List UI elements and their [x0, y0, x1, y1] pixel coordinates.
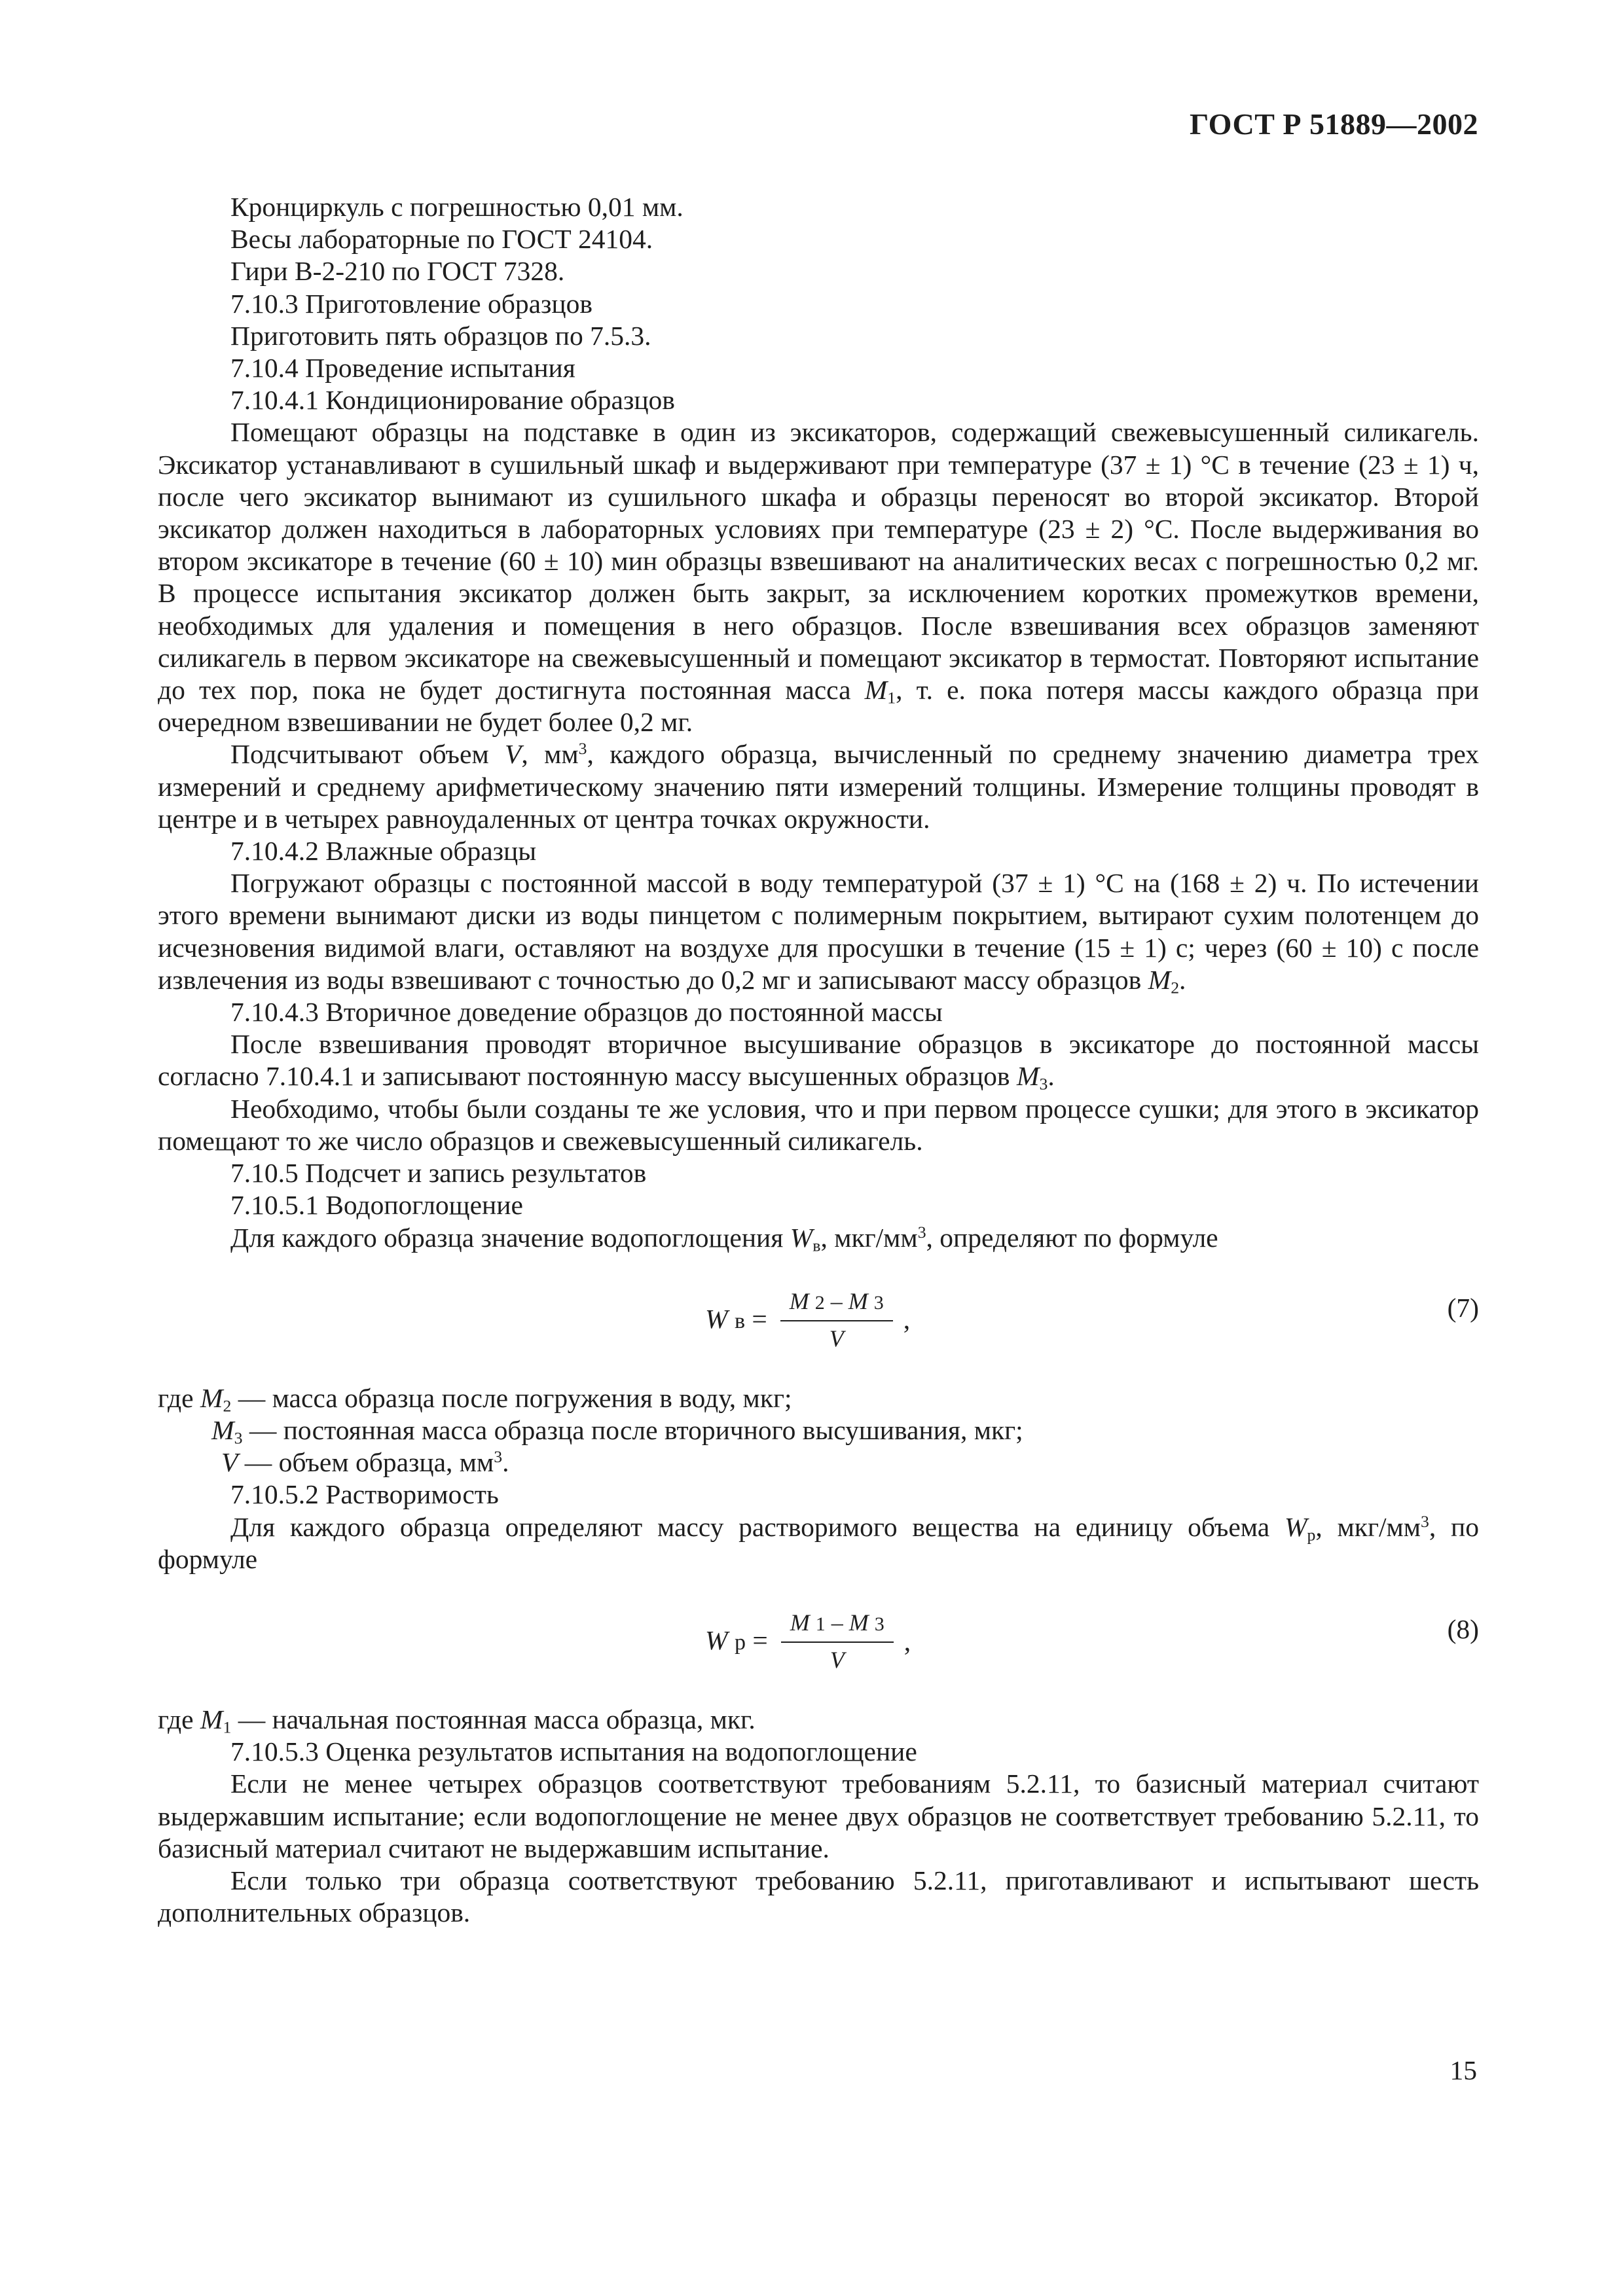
equation-number: (8) — [1447, 1613, 1479, 1644]
formula-8-expression: W р = $\frac{M 1 - M 3}{V}$ , — [705, 1607, 911, 1676]
paragraph-additional-samples: Если только три образца соответствуют требованию 5.2.11, приготавливают и испытывают шесть дополнительных образцов. — [158, 1865, 1479, 1928]
paragraph-evaluation: Если не менее четырех образцов соответствуют требованиям 5.2.11, то базисный материал считают выдержавшим испытание; если водопоглощение не менее двух образцов не соответствует требованию 5.2.11, то базисный материал считают не выдержавшим испытание. — [158, 1768, 1479, 1863]
section-heading: 7.10.3 Приготовление образцов — [230, 288, 593, 319]
text-line: Кронциркуль с погрешностью 0,01 мм. — [230, 192, 684, 222]
numerator: M 2 – M 3 — [780, 1285, 893, 1321]
page-number: 15 — [1450, 2055, 1477, 2085]
section-heading: 7.10.4.1 Кондиционирование образцов — [230, 385, 675, 416]
fraction — [781, 1607, 894, 1676]
where-line: где $M_2$ — масса образца после погружения в воду, мкг; — [158, 1382, 792, 1416]
paragraph-conditions: Необходимо, чтобы были созданы те же условия, что и при первом процессе сушки; для этого в эксикатор помещают то же число образцов и свежевысушенный силикагель. — [158, 1093, 1479, 1156]
denominator: V — [830, 1647, 845, 1674]
formula-7-expression: W в = $\frac{M 2 - M 3}{V}$ , — [705, 1285, 910, 1355]
where-line: где $M_1$ — начальная постоянная масса образца, мкг. — [158, 1704, 756, 1737]
equation-number: (7) — [1447, 1292, 1479, 1323]
section-heading: 7.10.5.3 Оценка результатов испытания на водопоглощение — [230, 1736, 917, 1767]
section-heading: 7.10.5 Подсчет и запись результатов — [230, 1158, 647, 1189]
paragraph-water-absorption: Для каждого образца значение водопоглощения $W_в$, мкг/$мм^3$, определяют по формуле — [230, 1222, 1218, 1255]
section-heading: 7.10.5.1 Водопоглощение — [230, 1190, 523, 1221]
section-heading: 7.10.4.2 Влажные образцы — [230, 836, 537, 867]
formula-7 — [158, 1254, 1479, 1382]
fraction — [780, 1285, 893, 1355]
document-header: ГОСТ Р 51889—2002 — [1190, 107, 1478, 141]
text-line: Приготовить пять образцов по 7.5.3. — [230, 320, 651, 351]
formula-8 — [158, 1575, 1479, 1704]
section-heading: 7.10.4.3 Вторичное доведение образцов до постоянной массы — [230, 997, 943, 1028]
denominator: V — [829, 1325, 844, 1352]
paragraph-solubility: Для каждого образца определяют массу растворимого вещества на единицу объема $W_р$, мкг/$мм^3$, по формуле — [158, 1511, 1479, 1574]
where-line: $M_3$ — постоянная масса образца после вторичного высушивания, мкг; — [211, 1414, 1023, 1448]
numerator: M 1 – M 3 — [781, 1607, 894, 1643]
text-line: Гири В-2-210 по ГОСТ 7328. — [230, 256, 565, 287]
paragraph-secondary-drying: После взвешивания проводят вторичное высушивание образцов в эксикаторе до постоянной массы согласно 7.10.4.1 и записывают постоянную массу высушенных образцов $M_3$. — [158, 1029, 1479, 1094]
paragraph-conditioning: Помещают образцы на подставке в один из эксикаторов, содержащий свежевысушенный силикагель. Эксикатор устанавливают в сушильный шкаф и выдерживают при температуре (37 ± 1) °С в течение (23 ± 1) ч, после чего эксикатор вынимают из сушильного шкафа и образцы переносят во второй эксикатор. Второй эксикатор должен находиться в лабораторных условиях при температуре (23 ± 2) °С. После выдерживания во втором эксикаторе в течение (60 ± 10) мин образцы взвешивают на аналитических весах с погрешностью 0,2 мг. В процессе испытания эксикатор должен быть закрыт, за исключением коротких промежутков времени, необходимых для удаления и помещения в него образцов. После взвешивания всех образцов заменяют силикагель в первом эксикаторе на свежевысушенный и помещают эксикатор в термостат. Повторяют испытание до тех пор, пока не будет достигнута постоянная масса $M_1$, т. е. пока потеря массы каждого образца при очередном взвешивании не будет более 0,2 мг. — [158, 417, 1479, 738]
section-heading: 7.10.5.2 Растворимость — [230, 1479, 499, 1510]
section-heading: 7.10.4 Проведение испытания — [230, 353, 575, 384]
paragraph-volume: Подсчитывают объем V, $мм^3$, каждого образца, вычисленный по среднему значению диаметра трех измерений и среднему арифметическому значению пяти измерений толщины. Измерение толщины проводят в центре и в четырех равноудаленных от центра точках окружности. — [158, 739, 1479, 834]
paragraph-wet-samples: Погружают образцы с постоянной массой в воду температурой (37 ± 1) °С на (168 ± 2) ч. По истечении этого времени вынимают диски из воды пинцетом с полимерным покрытием, вытирают сухим полотенцем до исчезновения видимой влаги, оставляют на воздухе для просушки в течение (15 ± 1) с; через (60 ± 10) с после извлечения из воды взвешивают с точностью до 0,2 мг и записывают массу образцов $M_2$. — [158, 868, 1479, 997]
where-line: V — объем образца, $мм^3$. — [221, 1446, 509, 1478]
document-body — [158, 191, 1479, 1929]
text-line: Весы лабораторные по ГОСТ 24104. — [230, 224, 653, 255]
